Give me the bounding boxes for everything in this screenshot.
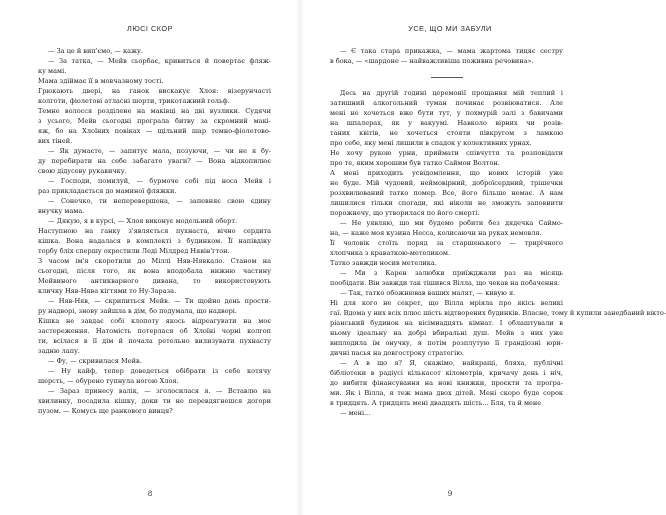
- text-line: яж, бо на Хлоїних повіках — щільний шар темно-фіолетово-: [38, 127, 271, 135]
- text-line: торбу бліх спершу охрестили Леді Мілдред Нявін'гтон.: [38, 247, 230, 255]
- text-line: — Ну кайф, тепер доведеться обібрати із себе котячу: [48, 367, 271, 375]
- text-line: ти, всілася в її дім й почала ретельно вилизувати пухнасту: [38, 337, 271, 345]
- text-line: ми. Як і Вілла, я теж мама двох дітей. Мені скоро буде сорок: [330, 389, 563, 397]
- text-line: вих тіней.: [38, 137, 73, 145]
- text-line: до вибити фінансування на нові книжки, проєкти та програ-: [330, 379, 563, 387]
- text-line: розхвилюваний татко помер. Все, його більше немає. А нам: [330, 189, 563, 197]
- section-divider: [330, 66, 563, 88]
- text-line: бібліотеки в радіусі кількасот кілометрів, кричачу день і ніч,: [330, 369, 563, 377]
- text-line: — За це й вип'ємо, — кажу.: [48, 47, 143, 55]
- text-line: ду перебирати на себе забагато уваги? — Вона відкопилює: [38, 157, 271, 165]
- text-line: ньому ідеальну на добрі вбиральні душ. Мейв з них уже: [330, 329, 563, 337]
- text-line: — Є така стара прикажка, — мама жартома тицяє сестру: [340, 47, 563, 55]
- text-line: не буде. Мій чудовий, неймовірний, доброїсердний, трішечки: [330, 179, 563, 187]
- text-line: в тридцять. А тридцять мені двадцять шість... Бля, та й мене: [330, 399, 542, 407]
- right-page-number: 9: [447, 489, 453, 498]
- left-running-header: ЛЮСІ СКОР: [127, 24, 173, 33]
- right-page: [300, 0, 666, 515]
- text-line: Грюкають двері, на ганок вискакує Хлоя: візерунчасті: [38, 87, 271, 95]
- text-line: порожнечу, що утворилася по його смерті.: [330, 209, 480, 217]
- text-line: Татко завжди носив метелика.: [330, 259, 437, 267]
- text-line: лишилися тільки спогади, які ніколи не зможуть заповнити: [330, 199, 563, 207]
- text-line: з усього, Мейв сьогодні програла битву за скромний макі-: [38, 117, 271, 125]
- text-line: в бока, — «шардоне — найважливіша поживна речовина».: [330, 57, 534, 65]
- left-page-text: [38, 46, 271, 416]
- text-line: З часом ім'я скоротили до Міллі Няв-Нявкало. Станом на: [38, 257, 271, 265]
- text-line: раз прикладається до маминої фляжки.: [38, 187, 177, 195]
- text-line: ріанський будинок на віcімнадцять кімнат. І облаштували в: [330, 319, 563, 327]
- text-line: кішка. Вона надалася в комплекті з будинком. Її напівдіку: [38, 237, 271, 245]
- text-line: А мені приходить усвідомлення, що нових історій уже: [330, 169, 563, 177]
- text-line: — Няв-Няв, — скрипиться Мейв. — Ти щойно день прости-: [48, 297, 271, 305]
- text-line: — Ми з Карен залюбки приїжджали раз на місяць: [340, 269, 563, 277]
- text-line: — Фу, — скривилася Мейв.: [48, 357, 142, 365]
- text-line: гаї. Вдома у них всіх плюс шість відтворених будинків. Власне, тому й купили занедбаний вікто-: [330, 309, 666, 317]
- text-line: дичні пасья на довгостроку стратегію.: [330, 349, 464, 357]
- text-line: Ні для кого не секрет, що Вілла мріяла про якісь великі: [330, 299, 563, 307]
- text-line: ру надворі, знову зайшла в дім, бо подумала, що надворі.: [38, 307, 237, 315]
- text-line: — Не уявляю, що ми будемо робити без дядечка Саймо-: [340, 219, 563, 227]
- text-line: Її чоловік стоїть поряд за старшенького — трирічного: [330, 239, 563, 247]
- text-line: затишний алкогольний туман починає розвіюватися. Але: [330, 99, 563, 107]
- left-page: [0, 0, 300, 515]
- right-body-text: [330, 88, 666, 418]
- right-running-header: УСЕ, ЩО МИ ЗАБУЛИ: [408, 24, 492, 33]
- text-line: — мені...: [340, 409, 371, 417]
- text-line: — Як думаєте, — запитує мала, позуючи, — чи не я бу-: [48, 147, 271, 155]
- text-line: на, — каже моя кузина Несса, колисаючи на руках немовля.: [330, 229, 542, 237]
- text-line: пообідати. Він завжди так тішився Вілла, що чекав на побачення.: [330, 279, 560, 287]
- text-line: про те, яким хорошим був татко Саймон Волтон.: [330, 159, 500, 167]
- text-line: внучку мама.: [38, 207, 85, 215]
- right-page-text: [330, 46, 666, 418]
- text-line: застереження. Натомість потерлася об Хлоїні чорні колгоп: [38, 327, 271, 335]
- text-line: пузом. — Комусь ще ранкового винця?: [38, 407, 173, 415]
- text-line: — А в що я? Я, скажімо, найкращі, бляха, публічні: [340, 359, 563, 367]
- text-line: — Сонечко, ти неперевершена, — запевняє свою єдину: [48, 197, 271, 205]
- text-line: шерсть, — обурено тупнула ногою Хлоя.: [38, 377, 179, 385]
- text-line: задню лапу.: [38, 347, 81, 355]
- text-line: — Господи, помилуй, — бурмоче собі під носа Мейв і: [48, 177, 271, 185]
- text-line: Не хочу рукою урни, приймати співчуття та розповідати: [330, 149, 563, 157]
- text-line: — Дякую, я в курсі, — Хлоя виконує модельний оберт.: [48, 217, 238, 225]
- left-page-number: 8: [147, 489, 153, 498]
- text-line: Наступною на ганку з'являється пухнаста, вічно сердита: [38, 227, 271, 235]
- text-line: таних квітів, не хочеться стояти півкругом з ламкою: [330, 129, 563, 137]
- right-top-paragraph: [330, 46, 563, 66]
- text-line: хлопчика з краваткою-метеликом.: [330, 249, 451, 257]
- text-line: Мейвиного антикварного дивана, то використовують: [38, 277, 271, 285]
- text-line: — Зараз принесу валік, — зголосилася я. — Вставлю на: [48, 387, 271, 395]
- text-line: свою дідусеву рукавичку.: [38, 167, 127, 175]
- text-line: Десь на другій годині церемонії прощання мій теплий і: [340, 89, 563, 97]
- text-line: виплодила їм онучку, я потім розплутую її грандіозні юри-: [330, 339, 563, 347]
- text-line: на шпалерах, як у вакуумі. Навколо вірних чи розів-: [330, 119, 563, 127]
- text-line: мені не хочеться вже бути тут, у похмурій залі з бавичами: [330, 109, 563, 117]
- text-line: — Так, татко обожнював ваших малят, — кивую я.: [340, 289, 516, 297]
- text-line: колготи, фіолетові атласні шорти, трикотажний гольф.: [38, 97, 230, 105]
- text-line: — За татка, — Мейв сьорбає, кривиться й повертає фляж-: [48, 57, 271, 65]
- text-line: Мама здіймає її в мовчазному тості.: [38, 77, 164, 85]
- text-line: ку мамі.: [38, 67, 67, 75]
- text-line: сьогодні, після того, як вона вподобала нижню частину: [38, 267, 271, 275]
- text-line: кличку Няв-Нява кігтями то Ну-Заразa.: [38, 287, 177, 295]
- text-line: Темне волосся розділене на маківці на дві вузлики. Судячи: [38, 107, 271, 115]
- text-line: хвилинку, посадила кішку, доки ти не перевдягнешся догори: [38, 397, 271, 405]
- text-line: про себе, яку мені лишили в спадок у колективних урнах.: [330, 139, 532, 147]
- text-line: Кішка не завдає собі клопоту якось відреагувати на моє: [38, 317, 271, 325]
